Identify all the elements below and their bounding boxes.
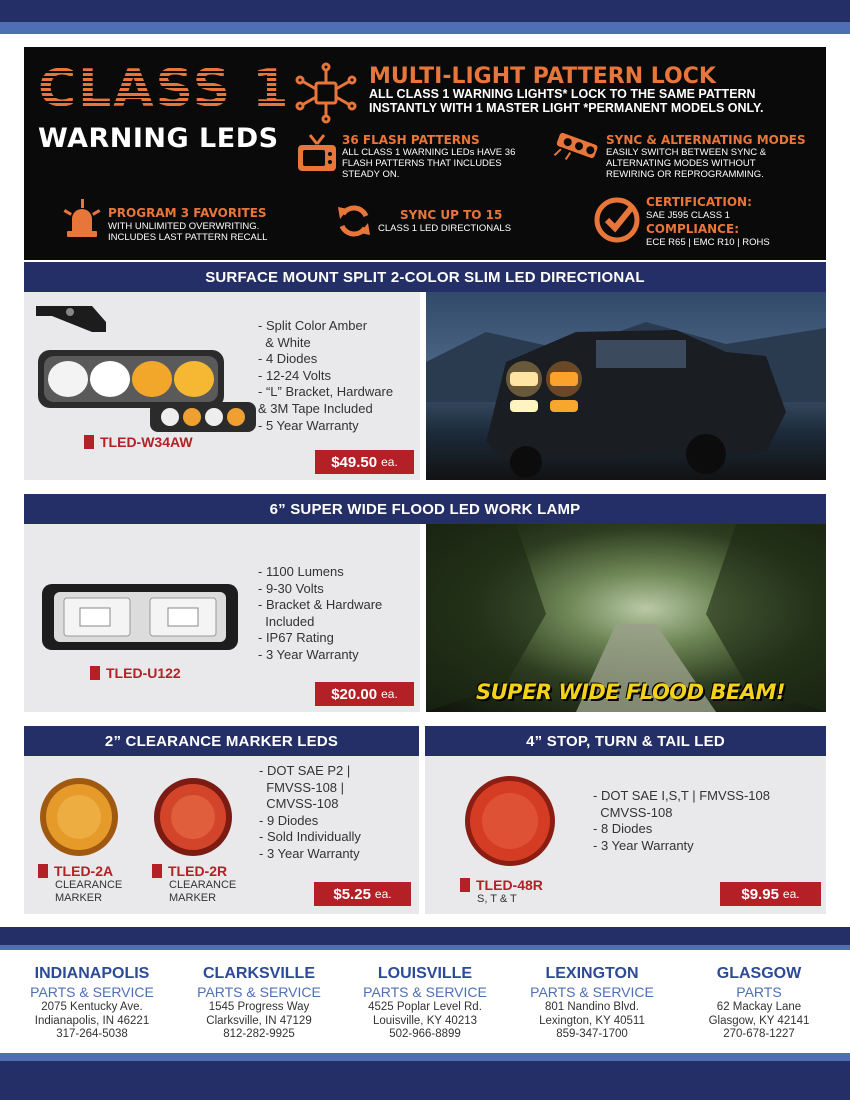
stop-turn-section-header: 4” STOP, TURN & TAIL LED xyxy=(425,726,826,756)
address-line: 1545 Progress Way xyxy=(208,1001,310,1013)
location-glasgow xyxy=(674,965,844,1042)
program-favorites-line: WITH UNLIMITED OVERWRITING. xyxy=(108,221,260,232)
sync-modes-title: SYNC & ALTERNATING MODES xyxy=(606,133,806,147)
price-unit: ea. xyxy=(381,687,398,701)
multi-light-line: ALL CLASS 1 WARNING LIGHTS* LOCK TO THE SAME PATTERN xyxy=(369,87,756,101)
spec-line: - “L” Bracket, Hardware xyxy=(258,384,394,400)
sku-marker-icon xyxy=(152,864,162,878)
amber-marker-image xyxy=(38,776,120,858)
location-type: PARTS & SERVICE xyxy=(197,984,321,1000)
sku-text: TLED-W34AW xyxy=(100,434,193,450)
price-unit: ea. xyxy=(374,887,392,901)
address-line: 801 Nandino Blvd. xyxy=(545,1001,639,1013)
location-type: PARTS & SERVICE xyxy=(30,984,154,1000)
small-directional-image xyxy=(148,400,258,434)
sku-text: TLED-U122 xyxy=(106,665,181,681)
spec-line: & White xyxy=(258,334,311,350)
sku-marker-icon xyxy=(460,878,470,892)
sync-arrows-icon xyxy=(334,201,374,241)
subtitle-line: CLEARANCE xyxy=(55,879,123,891)
location-address xyxy=(174,1001,344,1042)
spec-line: - 3 Year Warranty xyxy=(259,845,360,861)
spec-line: Included xyxy=(258,613,315,629)
spec-line: - 12-24 Volts xyxy=(258,367,331,383)
location-louisville xyxy=(340,965,510,1042)
phone-number: 270-678-1227 xyxy=(723,1028,795,1040)
certification-title: CERTIFICATION: xyxy=(646,195,752,209)
red-marker-sku xyxy=(152,863,227,879)
compliance-title: COMPLIANCE: xyxy=(646,222,739,236)
red-marker-subtitle xyxy=(169,879,236,905)
truck-illustration xyxy=(426,292,826,480)
work-lamp-image xyxy=(40,580,240,654)
truck-photo xyxy=(426,292,826,480)
compliance-text: ECE R65 | EMC R10 | ROHS xyxy=(646,237,770,248)
spec-line: - 3 Year Warranty xyxy=(258,646,359,662)
address-line: 62 Mackay Lane xyxy=(716,1001,802,1013)
phone-number: 317-264-5038 xyxy=(56,1028,128,1040)
price-unit: ea. xyxy=(782,887,800,901)
address-line: Louisville, KY 40213 xyxy=(373,1014,477,1027)
flash-patterns-text xyxy=(342,147,515,180)
location-address xyxy=(340,1001,510,1042)
multi-light-text xyxy=(369,87,819,115)
sku-marker-icon xyxy=(90,666,100,680)
flash-patterns-line: ALL CLASS 1 WARNING LEDs HAVE 36 xyxy=(342,147,516,158)
directional-product-panel xyxy=(24,292,420,480)
location-address xyxy=(674,1001,844,1042)
spec-line: - 1100 Lumens xyxy=(258,564,344,579)
address-line: 4525 Poplar Level Rd. xyxy=(368,1001,482,1013)
price-value: $20.00 xyxy=(331,685,378,703)
location-type: PARTS & SERVICE xyxy=(530,984,654,1000)
directional-sku xyxy=(84,434,193,450)
directional-specs xyxy=(258,318,393,434)
spec-line: - 9 Diodes xyxy=(259,812,319,828)
work-lamp-sku xyxy=(90,665,181,681)
sync-up-text: CLASS 1 LED DIRECTIONALS xyxy=(378,223,512,234)
hero-banner xyxy=(24,47,826,260)
tv-icon xyxy=(294,131,340,177)
price-value: $5.25 xyxy=(333,885,371,903)
directional-price xyxy=(315,450,414,474)
location-indianapolis xyxy=(7,965,177,1042)
spec-line: FMVSS-108 | xyxy=(259,779,345,795)
spec-line: CMVSS-108 xyxy=(259,796,339,812)
location-city: CLARKSVILLE xyxy=(203,965,315,982)
spec-line: - 9-30 Volts xyxy=(258,580,324,596)
top-navy-bar xyxy=(0,0,850,22)
bottom-blue-stripe xyxy=(0,1053,850,1061)
location-type: PARTS & SERVICE xyxy=(363,984,487,1000)
sync-modes-line: ALTERNATING MODES WITHOUT xyxy=(606,158,756,169)
program-favorites-line: INCLUDES LAST PATTERN RECALL xyxy=(108,232,268,243)
sync-modes-text xyxy=(606,147,766,180)
program-favorites-title: PROGRAM 3 FAVORITES xyxy=(108,206,267,220)
checkmark-circle-icon xyxy=(592,195,642,245)
spec-line: - DOT SAE P2 | xyxy=(259,763,351,778)
work-lamp-price xyxy=(315,682,414,706)
stop-turn-light-image xyxy=(463,774,557,868)
location-city: GLASGOW xyxy=(716,965,802,982)
circuit-icon xyxy=(294,61,358,125)
address-line: Lexington, KY 40511 xyxy=(539,1014,645,1027)
certification-text: SAE J595 CLASS 1 xyxy=(646,210,730,221)
spec-line: - IP67 Rating xyxy=(258,630,334,646)
multi-light-line: INSTANTLY WITH 1 MASTER LIGHT *PERMANENT MODELS ONLY. xyxy=(369,101,764,115)
work-lamp-specs xyxy=(258,564,382,664)
subtitle-line: CLEARANCE xyxy=(169,879,237,891)
bottom-navy-bar xyxy=(0,1061,850,1100)
address-line: 2075 Kentucky Ave. xyxy=(41,1001,143,1013)
sku-text: TLED-2R xyxy=(168,863,228,879)
beacon-light-icon xyxy=(60,197,104,241)
amber-marker-subtitle xyxy=(55,879,122,905)
top-blue-bar xyxy=(0,22,850,34)
subtitle-line: MARKER xyxy=(169,892,217,904)
address-line: Clarksville, IN 47129 xyxy=(206,1014,312,1027)
flash-patterns-line: STEADY ON. xyxy=(342,169,400,180)
flash-patterns-line: FLASH PATTERNS THAT INCLUDES xyxy=(342,158,502,169)
spec-line: - Bracket & Hardware xyxy=(258,597,383,613)
stop-turn-product-panel xyxy=(425,756,826,914)
stop-turn-sku xyxy=(460,877,543,893)
work-lamp-product-panel xyxy=(24,524,420,712)
light-bar-icon xyxy=(552,127,604,171)
location-city: LOUISVILLE xyxy=(377,965,473,982)
directional-section-header: SURFACE MOUNT SPLIT 2-COLOR SLIM LED DIRECTIONAL xyxy=(24,262,826,292)
l-bracket-image xyxy=(32,302,112,336)
clearance-price xyxy=(314,882,411,906)
red-marker-image xyxy=(152,776,234,858)
location-address xyxy=(507,1001,677,1042)
sku-marker-icon xyxy=(38,864,48,878)
spec-line: & 3M Tape Included xyxy=(258,400,373,416)
location-city: INDIANAPOLIS xyxy=(34,965,150,982)
stop-turn-price xyxy=(720,882,821,906)
phone-number: 502-966-8899 xyxy=(389,1028,461,1040)
clearance-section-header: 2” CLEARANCE MARKER LEDS xyxy=(24,726,419,756)
spec-line: - Sold Individually xyxy=(259,829,361,845)
spec-line: - 8 Diodes xyxy=(593,821,653,837)
location-type: PARTS xyxy=(736,984,782,1000)
phone-number: 859-347-1700 xyxy=(556,1028,628,1040)
spec-line: - Split Color Amber xyxy=(258,318,368,333)
clearance-specs xyxy=(259,763,361,863)
flash-patterns-title: 36 FLASH PATTERNS xyxy=(342,133,480,147)
sync-modes-line: EASILY SWITCH BETWEEN SYNC & xyxy=(606,147,767,158)
subtitle-line: MARKER xyxy=(55,892,103,904)
location-lexington xyxy=(507,965,677,1042)
spec-line: - DOT SAE I,S,T | FMVSS-108 xyxy=(593,788,770,803)
footer-navy-bar xyxy=(0,927,850,945)
work-lamp-section-header: 6” SUPER WIDE FLOOD LED WORK LAMP xyxy=(24,494,826,524)
spec-line: CMVSS-108 xyxy=(593,804,673,820)
hero-title-warning: WARNING LEDS xyxy=(38,123,279,154)
sku-marker-icon xyxy=(84,435,94,449)
spec-line: - 5 Year Warranty xyxy=(258,417,359,433)
amber-marker-sku xyxy=(38,863,113,879)
sku-text: TLED-48R xyxy=(476,877,543,893)
flood-beam-caption: SUPER WIDE FLOOD BEAM! xyxy=(476,680,785,704)
address-line: Glasgow, KY 42141 xyxy=(708,1014,810,1027)
address-line: Indianapolis, IN 46221 xyxy=(34,1014,150,1027)
footer-blue-stripe xyxy=(0,945,850,950)
price-value: $9.95 xyxy=(741,885,779,903)
spec-line: - 4 Diodes xyxy=(258,351,318,367)
price-value: $49.50 xyxy=(331,453,378,471)
phone-number: 812-282-9925 xyxy=(223,1028,295,1040)
location-address xyxy=(7,1001,177,1042)
stop-turn-specs xyxy=(593,788,770,854)
price-unit: ea. xyxy=(381,455,398,469)
clearance-product-panel xyxy=(24,756,419,914)
location-clarksville xyxy=(174,965,344,1042)
hero-title-class: CLASS 1 xyxy=(38,59,291,119)
spec-line: - 3 Year Warranty xyxy=(593,837,694,853)
stop-turn-subtitle: S, T & T xyxy=(477,893,517,905)
multi-light-title: MULTI-LIGHT PATTERN LOCK xyxy=(369,64,716,89)
sync-up-title: SYNC UP TO 15 xyxy=(400,208,503,222)
sync-modes-line: REWIRING OR REPROGRAMMING. xyxy=(606,169,764,180)
sku-text: TLED-2A xyxy=(54,863,114,879)
program-favorites-text xyxy=(108,221,267,243)
location-city: LEXINGTON xyxy=(545,965,639,982)
